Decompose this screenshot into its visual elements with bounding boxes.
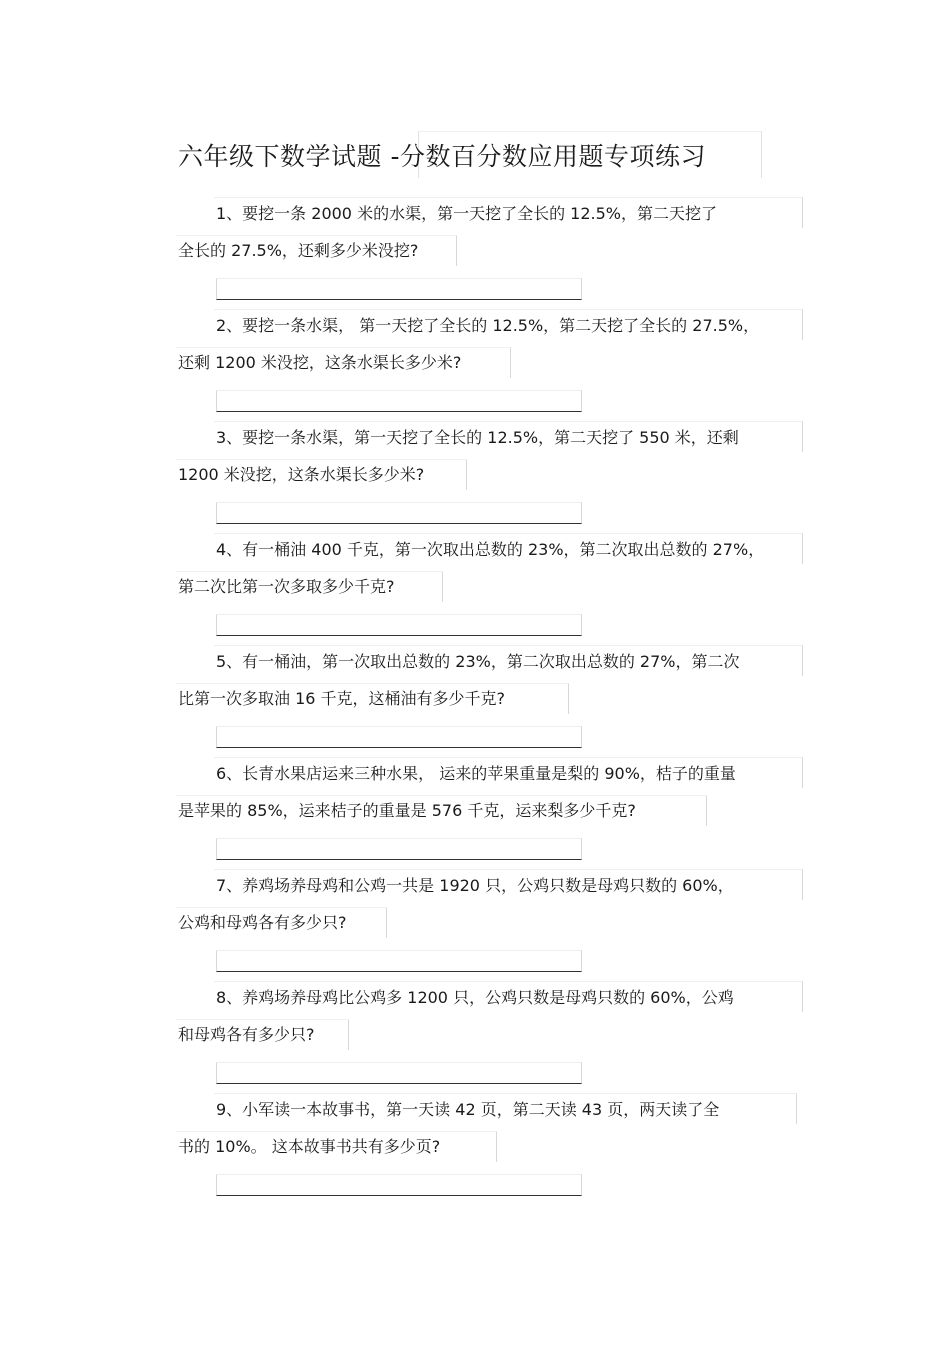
question-text-line-2: 还剩 1200 米没挖，这条水渠长多少米?	[178, 353, 462, 372]
answer-line[interactable]	[216, 278, 582, 300]
answer-line[interactable]	[216, 726, 582, 748]
answer-line[interactable]	[216, 614, 582, 636]
answer-line[interactable]	[216, 390, 582, 412]
question-text-line-2: 和母鸡各有多少只?	[178, 1025, 315, 1044]
answer-line[interactable]	[216, 1062, 582, 1084]
question-text-line-1: 9、小军读一本故事书，第一天读 42 页，第二天读 43 页，两天读了全	[216, 1100, 720, 1119]
answer-line[interactable]	[216, 1174, 582, 1196]
question-text-line-1: 3、要挖一条水渠，第一天挖了全长的 12.5%，第二天挖了 550 米，还剩	[216, 428, 739, 447]
page-title: 六年级下数学试题 -分数百分数应用题专项练习	[178, 142, 706, 171]
question-text-line-2: 比第一次多取油 16 千克，这桶油有多少千克?	[178, 689, 506, 708]
question-text-line-2: 1200 米没挖，这条水渠长多少米?	[178, 465, 425, 484]
question-text-line-1: 2、要挖一条水渠， 第一天挖了全长的 12.5%，第二天挖了全长的 27.5%，	[216, 316, 760, 335]
answer-line[interactable]	[216, 838, 582, 860]
question-text-line-1: 7、养鸡场养母鸡和公鸡一共是 1920 只，公鸡只数是母鸡只数的 60%，	[216, 876, 734, 895]
question-text-line-2: 书的 10%。 这本故事书共有多少页?	[178, 1137, 441, 1156]
question-text-line-2: 是苹果的 85%，运来桔子的重量是 576 千克，运来梨多少千克?	[178, 801, 636, 820]
question-text-line-1: 5、有一桶油，第一次取出总数的 23%，第二次取出总数的 27%，第二次	[216, 652, 740, 671]
question-text-line-2: 公鸡和母鸡各有多少只?	[178, 913, 347, 932]
answer-line[interactable]	[216, 950, 582, 972]
question-text-line-2: 第二次比第一次多取多少千克?	[178, 577, 395, 596]
question-text-line-2: 全长的 27.5%，还剩多少米没挖?	[178, 241, 419, 260]
question-text-line-1: 1、要挖一条 2000 米的水渠，第一天挖了全长的 12.5%，第二天挖了	[216, 204, 717, 223]
question-text-line-1: 4、有一桶油 400 千克，第一次取出总数的 23%，第二次取出总数的 27%，	[216, 540, 765, 559]
question-text-line-1: 6、长青水果店运来三种水果， 运来的苹果重量是梨的 90%，桔子的重量	[216, 764, 736, 783]
question-text-line-1: 8、养鸡场养母鸡比公鸡多 1200 只，公鸡只数是母鸡只数的 60%，公鸡	[216, 988, 734, 1007]
answer-line[interactable]	[216, 502, 582, 524]
